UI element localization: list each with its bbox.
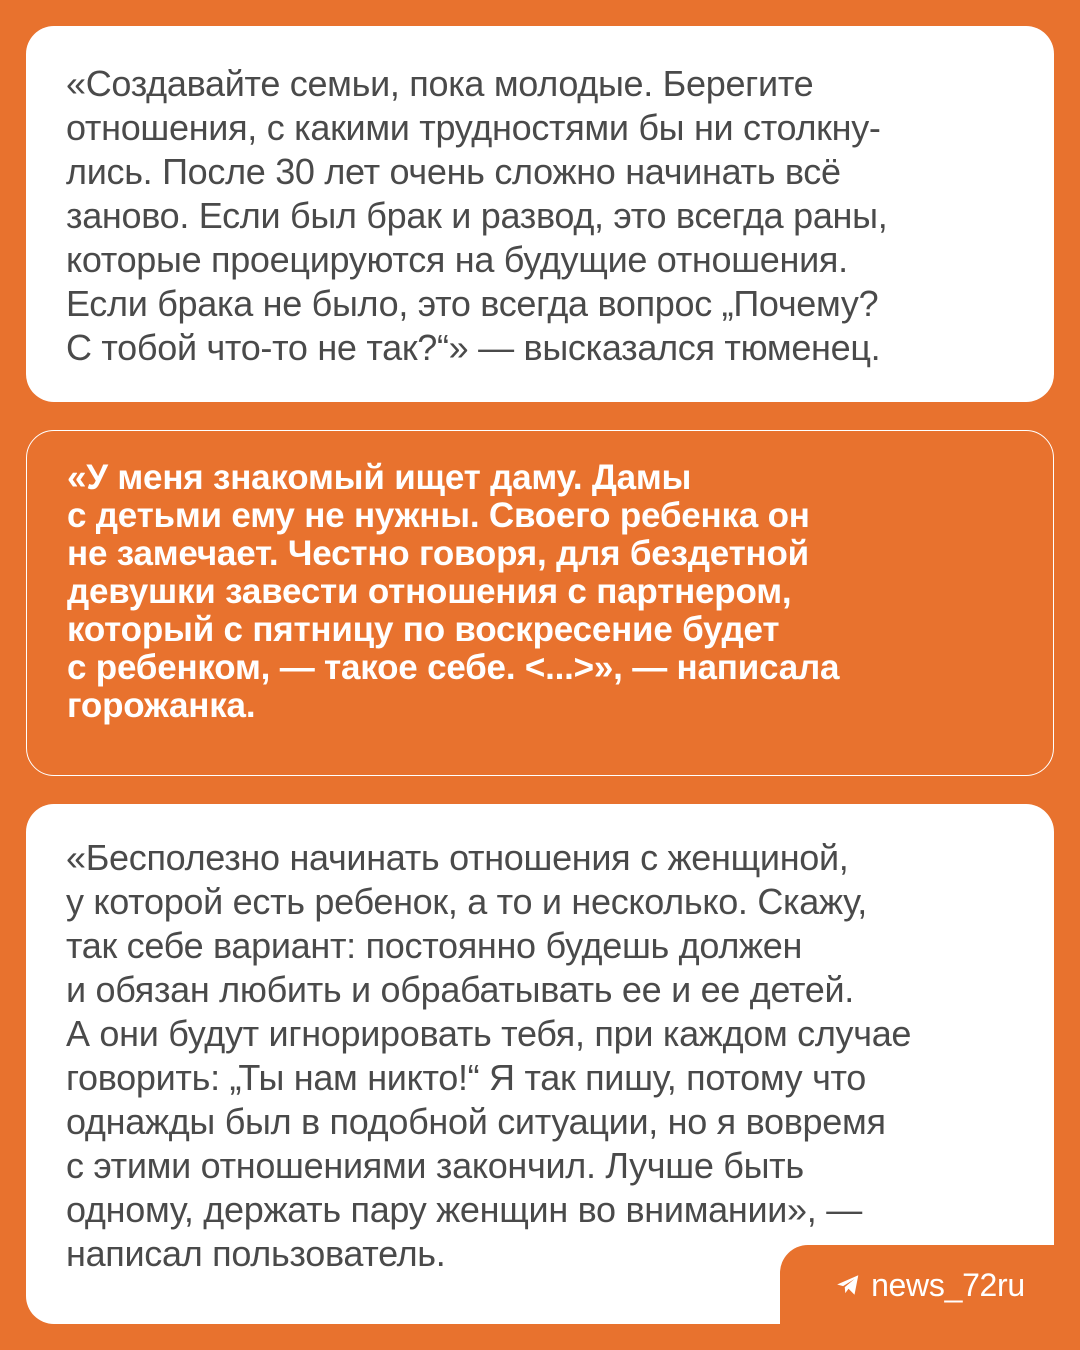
quote-text-2: «У меня знакомый ищет даму. Дамы с детьми ему не нужны. Своего ребенка он не замечает. Честно говоря, для бездетной девушки завести отношения с партнером, который с пятницу по воскресение будет с ребенком, — такое себе. <...>», — написала горожанка. xyxy=(67,458,840,725)
quote-text-3: «Бесполезно начинать отношения с женщиной, у которой есть ребенок, а то и несколько. Скажу, так себе вариант: постоянно будешь должен и обязан любить и обрабатывать ее и ее детей. А они будут игнорировать тебя, при каждом случае говорить: „Ты нам никто!“ Я так пишу, потому что однажды был в подобной ситуации, но я вовремя с этими отношениями закончил. Лучше быть одному, держать пару женщин во внимании», — написал пользователь. xyxy=(66,837,912,1274)
brand-badge[interactable] xyxy=(780,1245,1080,1325)
quote-card-2-highlight xyxy=(26,430,1054,776)
brand-name: news_72ru xyxy=(871,1266,1025,1303)
telegram-icon xyxy=(835,1272,861,1298)
quote-text-1: «Создавайте семьи, пока молодые. Берегите отношения, с какими трудностями бы ни столкну- лись. После 30 лет очень сложно начинать всё заново. Если был брак и развод, это всегда раны, которые проецируются на будущие отношения. Если брака не было, это всегда вопрос „Почему? С тобой что-то не так?“» — высказался тюменец. xyxy=(66,63,888,368)
quote-card-1 xyxy=(26,26,1054,402)
